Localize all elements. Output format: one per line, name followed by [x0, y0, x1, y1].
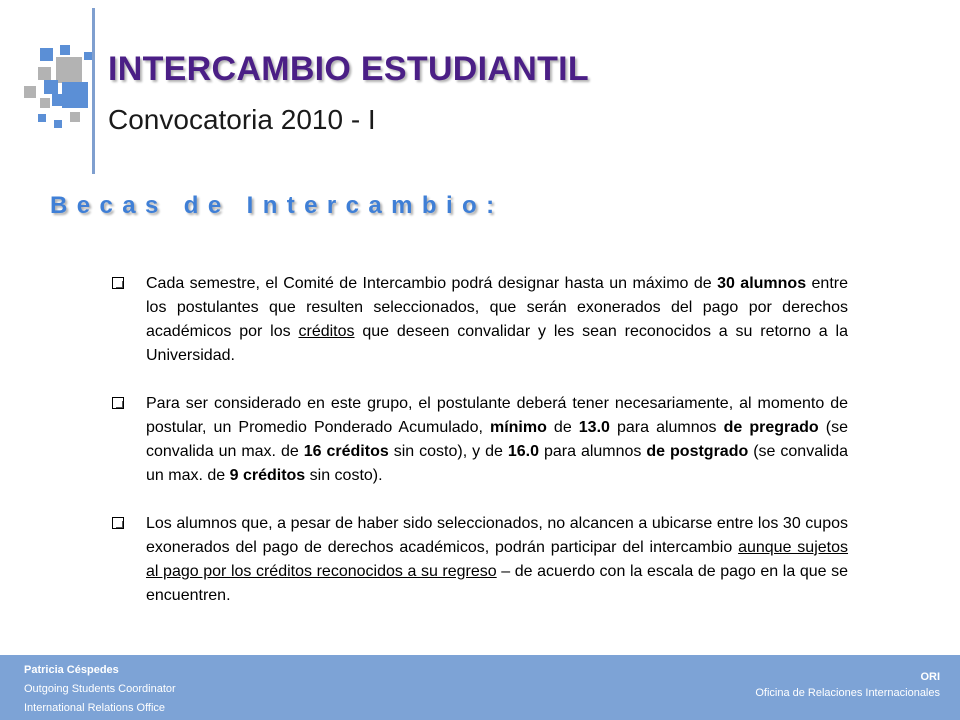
- bullet-text: Para ser considerado en este grupo, el postulante deberá tener necesariamente, al momento de postular, un Promedio Ponderado Acumulado, mínimo de 13.0 para alumnos de pregrado (se convalida un max. de 16 créditos sin costo), y de 16.0 para alumnos de postgrado (se convalida un max. de 9 créditos sin costo).: [146, 395, 849, 484]
- checkbox-icon: [112, 397, 124, 409]
- footer-bar: [0, 655, 960, 720]
- bullet-text: Los alumnos que, a pesar de haber sido seleccionados, no alcancen a ubicarse entre los 30 cupos exonerados del pago de derechos académicos, podrán participar del intercambio aunque sujetos al pago por los créditos reconocidos a su regreso – de acuerdo con la escala de pago en la que se encuentren.: [146, 515, 849, 604]
- checkbox-icon: [112, 517, 124, 529]
- bullet-item: [112, 512, 848, 608]
- footer-contact: [24, 661, 176, 718]
- header-divider-line: [92, 8, 95, 174]
- section-heading: Becas de Intercambio:: [50, 192, 504, 219]
- checkbox-icon: [112, 277, 124, 289]
- contact-role: Outgoing Students Coordinator: [24, 683, 176, 695]
- bullet-text: Cada semestre, el Comité de Intercambio podrá designar hasta un máximo de 30 alumnos entre los postulantes que resulten seleccionados, que serán exonerados del pago por derechos académicos por los créditos que deseen convalidar y les sean reconocidos a su retorno a la Universidad.: [146, 275, 848, 364]
- page-title: INTERCAMBIO ESTUDIANTIL: [108, 50, 589, 88]
- contact-office: International Relations Office: [24, 702, 166, 714]
- footer-office: [755, 669, 940, 701]
- bullet-list: [112, 272, 848, 632]
- bullet-item: [112, 392, 848, 488]
- bullet-item: [112, 272, 848, 368]
- office-abbreviation: ORI: [920, 671, 940, 683]
- contact-name: Patricia Céspedes: [24, 664, 119, 676]
- office-name: Oficina de Relaciones Internacionales: [755, 687, 940, 699]
- page-subtitle: Convocatoria 2010 - I: [108, 104, 376, 135]
